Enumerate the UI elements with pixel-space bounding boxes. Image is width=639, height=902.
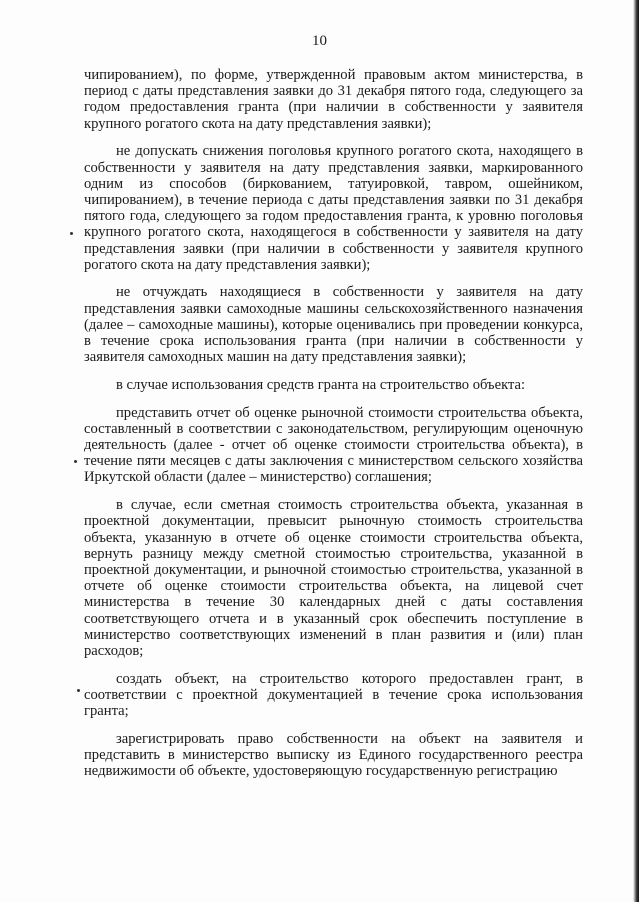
scan-speck: [70, 232, 73, 235]
paragraph-3: не отчуждать находящиеся в собственности у заявителя на дату представления заявки самоходные машины сельскохозяйственного назначения (далее – самоходные машины), которые оценивались при проведении конкурса, в течение срока использования гранта (при наличии в собственности у заявителя самоходных машин на дату представления заявки);: [84, 284, 583, 366]
paragraph-4: в случае использования средств гранта на строительство объекта:: [116, 376, 526, 393]
scan-speck: [77, 689, 80, 692]
scan-speck: [74, 460, 77, 463]
paragraph-5: представить отчет об оценке рыночной стоимости строительства объекта, составленный в соответствии с законодательством, регулирующим оценочную деятельность (далее - отчет об оценке стоимости строительства объекта), в течение пяти месяцев с даты заключения с министерством сельского хозяйства Иркутской области (далее – министерство) соглашения;: [84, 404, 583, 486]
paragraph-1: чипированием), по форме, утвержденной правовым актом министерства, в период с даты представления заявки до 31 декабря пятого года, следующего за годом предоставления гранта (при наличии в собственности у заявителя крупного рогатого скота на дату представления заявки);: [84, 67, 583, 132]
paragraph-6: в случае, если сметная стоимость строительства объекта, указанная в проектной документации, превысит рыночную стоимость строительства объекта, указанную в отчете об оценке стоимости строительства объекта, вернуть разницу между сметной стоимостью строительства, указанной в проектной документации, и рыночной стоимостью строительства, указанной в отчете об оценке стоимости строительства объекта, на лицевой счет министерства в течение 30 календарных дней с даты составления соответствующего отчета и в указанный срок обеспечить поступление в министерство соответствующих изменений в план развития и (или) план расходов;: [84, 497, 583, 659]
page-number: 10: [312, 33, 327, 49]
paragraph-2: не допускать снижения поголовья крупного рогатого скота, находящего в собственности у заявителя на дату представления заявки, маркированного одним из способов (биркованием, татуировкой, тавром, ошейником, чипированием), в течение периода с даты представления заявки по 31 декабря пятого года, следующего за годом предоставления гранта, к уровню поголовья крупного рогатого скота, находящегося в собственности у заявителя на дату представления заявки (при наличии в собственности у заявителя крупного рогатого скота на дату представления заявки);: [84, 143, 583, 273]
scan-edge-shadow: [633, 0, 639, 902]
document-body: [84, 67, 583, 791]
paragraph-7: создать объект, на строительство которого предоставлен грант, в соответствии с проектной документацией в течение срока использования гранта;: [84, 670, 583, 720]
paragraph-8: зарегистрировать право собственности на объект на заявителя и представить в министерство выписку из Единого государственного реестра недвижимости об объекте, удостоверяющую государственную регистрацию: [84, 730, 583, 780]
